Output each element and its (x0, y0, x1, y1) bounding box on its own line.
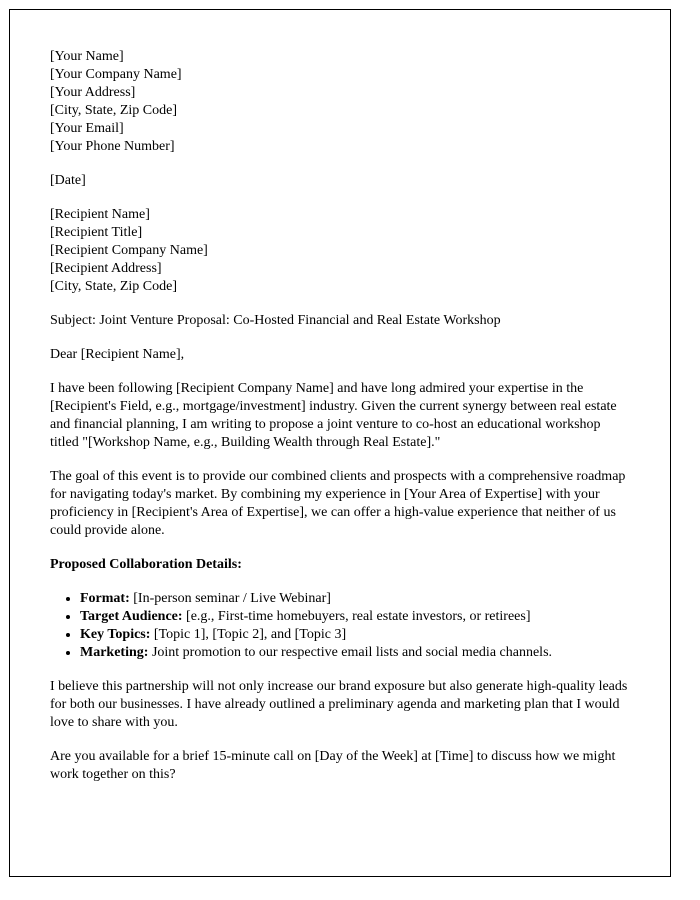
bullet-label: Key Topics: (80, 627, 151, 642)
subject-line: Subject: Joint Venture Proposal: Co-Hosted Financial and Real Estate Workshop (50, 313, 501, 328)
sender-address-block (50, 48, 630, 156)
details-heading: Proposed Collaboration Details: (50, 557, 242, 572)
list-item-marketing (80, 644, 630, 662)
recipient-title: [Recipient Title] (50, 225, 143, 240)
call-to-action-paragraph: Are you available for a brief 15-minute call on [Day of the Week] at [Time] to discuss how we might work together on this? (50, 749, 616, 782)
benefits-paragraph: I believe this partnership will not only increase our brand exposure but also generate high-quality leads for both our businesses. I have already outlined a preliminary agenda and marketing plan that I would love to share with you. (50, 679, 628, 730)
sender-address: [Your Address] (50, 85, 136, 100)
sender-company: [Your Company Name] (50, 67, 182, 82)
intro-paragraph: I have been following [Recipient Company Name] and have long admired your expertise in the [Recipient's Field, e.g., mortgage/investment] industry. Given the current synergy between real estate and financial planning, I am writing to propose a joint venture to co-host an educational workshop titled "[Workshop Name, e.g., Building Wealth through Real Estate]." (50, 381, 617, 450)
sender-city-state-zip: [City, State, Zip Code] (50, 103, 178, 118)
sender-name: [Your Name] (50, 49, 124, 64)
recipient-city-state-zip: [City, State, Zip Code] (50, 279, 178, 294)
bullet-text: Joint promotion to our respective email lists and social media channels. (148, 645, 553, 660)
bullet-label: Format: (80, 591, 130, 606)
collaboration-details-list (50, 590, 630, 662)
list-item-key-topics (80, 626, 630, 644)
recipient-address: [Recipient Address] (50, 261, 162, 276)
goal-paragraph: The goal of this event is to provide our combined clients and prospects with a comprehensive roadmap for navigating today's market. By combining my experience in [Your Area of Expertise] with your proficiency in [Recipient's Area of Expertise], we can offer a high-value experience that neither of us could provide alone. (50, 469, 626, 538)
list-item-format (80, 590, 630, 608)
salutation: Dear [Recipient Name], (50, 347, 185, 362)
recipient-company: [Recipient Company Name] (50, 243, 208, 258)
bullet-label: Target Audience: (80, 609, 183, 624)
bullet-text: [In-person seminar / Live Webinar] (129, 591, 331, 606)
date-line: [Date] (50, 173, 86, 188)
recipient-address-block (50, 206, 630, 296)
sender-email: [Your Email] (50, 121, 124, 136)
sender-phone: [Your Phone Number] (50, 139, 175, 154)
letter-page (9, 9, 671, 877)
recipient-name: [Recipient Name] (50, 207, 150, 222)
bullet-text: [Topic 1], [Topic 2], and [Topic 3] (150, 627, 347, 642)
bullet-label: Marketing: (80, 645, 149, 660)
list-item-target-audience (80, 608, 630, 626)
bullet-text: [e.g., First-time homebuyers, real estate investors, or retirees] (182, 609, 531, 624)
